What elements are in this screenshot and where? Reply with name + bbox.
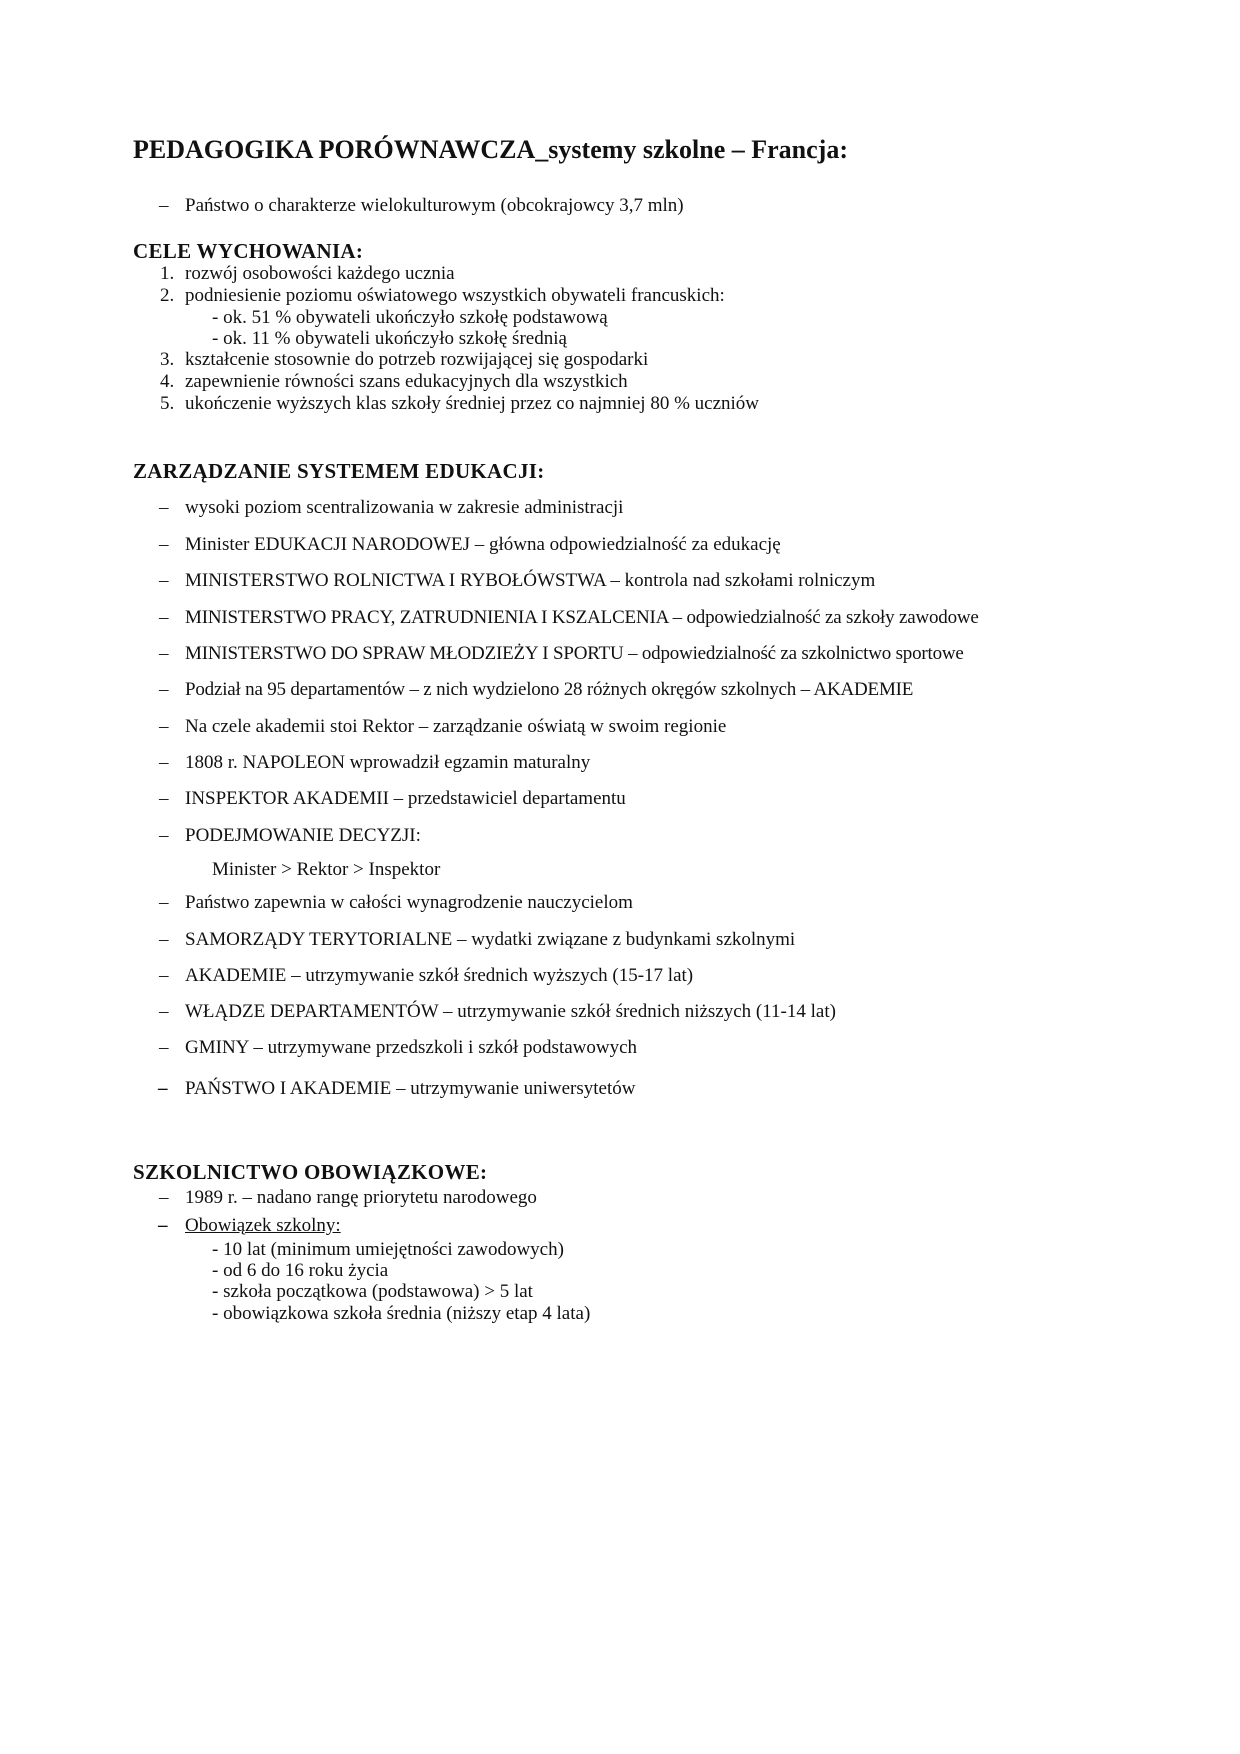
list-item: Minister EDUKACJI NARODOWEJ – główna odpowiedzialność za edukację (185, 534, 781, 555)
list-item: PODEJMOWANIE DECYZJI: (185, 825, 421, 846)
list-number: 4. (160, 371, 175, 392)
bullet-dash: – (159, 534, 169, 555)
bullet-dash: – (159, 892, 169, 913)
list-item: GMINY – utrzymywane przedszkoli i szkół podstawowych (185, 1037, 638, 1058)
bullet-dash: – (159, 643, 169, 664)
document-title: PEDAGOGIKA PORÓWNAWCZA_systemy szkolne – Francja: (133, 135, 848, 164)
bullet-dash: – (159, 1001, 169, 1022)
list-item: wysoki poziom scentralizowania w zakresie administracji (185, 497, 624, 518)
section-heading-cele: CELE WYCHOWANIA: (133, 239, 364, 263)
sub-item: - ok. 11 % obywateli ukończyło szkołę średnią (212, 328, 567, 349)
list-item: PAŃSTWO I AKADEMIE – utrzymywanie uniwersytetów (185, 1078, 636, 1099)
list-item: SAMORZĄDY TERYTORIALNE – wydatki związane z budynkami szkolnymi (185, 929, 796, 950)
list-item: kształcenie stosownie do potrzeb rozwijającej się gospodarki (185, 349, 649, 370)
list-item: rozwój osobowości każdego ucznia (185, 263, 455, 284)
decision-chain: Minister > Rektor > Inspektor (212, 859, 441, 880)
bullet-dash: – (159, 788, 169, 809)
bullet-dash: – (159, 195, 169, 216)
bullet-dash: – (159, 497, 169, 518)
list-item: WŁĄDZE DEPARTAMENTÓW – utrzymywanie szkół średnich niższych (11-14 lat) (185, 1001, 836, 1022)
bullet-dash: – (159, 1187, 169, 1208)
sub-item: - od 6 do 16 roku życia (212, 1260, 389, 1281)
bullet-dash: – (159, 825, 169, 846)
bullet-dash: – (159, 1037, 169, 1058)
bullet-dash: – (158, 1215, 168, 1236)
list-item: Na czele akademii stoi Rektor – zarządzanie oświatą w swoim regionie (185, 716, 727, 737)
list-item: Podział na 95 departamentów – z nich wydzielono 28 różnych okręgów szkolnych – AKADEMIE (185, 679, 914, 700)
bullet-dash: – (158, 1078, 168, 1099)
list-number: 1. (160, 263, 175, 284)
list-item: Państwo zapewnia w całości wynagrodzenie nauczycielom (185, 892, 633, 913)
section-heading-zarzadzanie: ZARZĄDZANIE SYSTEMEM EDUKACJI: (133, 459, 545, 483)
sub-item: - szkoła początkowa (podstawowa) > 5 lat (212, 1281, 533, 1302)
list-item: zapewnienie równości szans edukacyjnych dla wszystkich (185, 371, 628, 392)
list-item: MINISTERSTWO DO SPRAW MŁODZIEŻY I SPORTU – odpowiedzialność za szkolnictwo sportowe (185, 643, 964, 664)
list-number: 3. (160, 349, 175, 370)
sub-item: - ok. 51 % obywateli ukończyło szkołę podstawową (212, 307, 608, 328)
list-item: MINISTERSTWO ROLNICTWA I RYBOŁÓWSTWA – kontrola nad szkołami rolniczym (185, 570, 876, 591)
sub-item: - 10 lat (minimum umiejętności zawodowych) (212, 1239, 564, 1260)
list-number: 5. (160, 393, 175, 414)
list-item: 1808 r. NAPOLEON wprowadził egzamin maturalny (185, 752, 591, 773)
list-item-underlined: Obowiązek szkolny: (185, 1215, 341, 1236)
list-item: MINISTERSTWO PRACY, ZATRUDNIENIA I KSZALCENIA – odpowiedzialność za szkoły zawodowe (185, 607, 979, 628)
bullet-dash: – (159, 965, 169, 986)
bullet-dash: – (159, 929, 169, 950)
sub-item: - obowiązkowa szkoła średnia (niższy etap 4 lata) (212, 1303, 591, 1324)
bullet-dash: – (159, 716, 169, 737)
bullet-dash: – (159, 570, 169, 591)
section-heading-obowiazkowe: SZKOLNICTWO OBOWIĄZKOWE: (133, 1160, 488, 1184)
bullet-dash: – (159, 607, 169, 628)
list-item: podniesienie poziomu oświatowego wszystkich obywateli francuskich: (185, 285, 725, 306)
list-item: ukończenie wyższych klas szkoły średniej przez co najmniej 80 % uczniów (185, 393, 760, 414)
list-item: 1989 r. – nadano rangę priorytetu narodowego (185, 1187, 537, 1208)
list-item: AKADEMIE – utrzymywanie szkół średnich wyższych (15-17 lat) (185, 965, 694, 986)
list-number: 2. (160, 285, 175, 306)
list-item: INSPEKTOR AKADEMII – przedstawiciel departamentu (185, 788, 626, 809)
bullet-dash: – (159, 679, 169, 700)
intro-bullet: Państwo o charakterze wielokulturowym (obcokrajowcy 3,7 mln) (185, 195, 684, 216)
bullet-dash: – (159, 752, 169, 773)
